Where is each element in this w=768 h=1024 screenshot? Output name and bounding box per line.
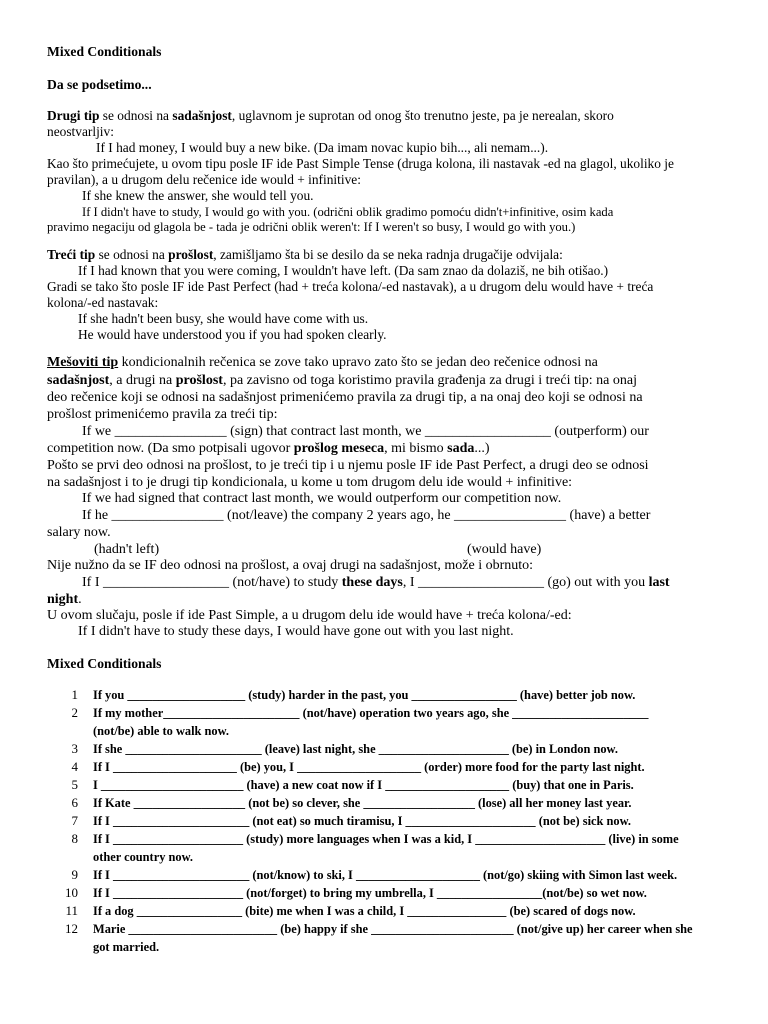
text: If I __________________ (not/have) to study [82,575,342,590]
third-type-intro [47,247,563,263]
exercise-number: 6 [71,795,78,810]
mixed-type-intro [47,355,598,371]
keyword: night [47,592,79,607]
exercise-number: 4 [71,759,78,774]
exercise-number: 5 [71,777,78,792]
keyword-past: prošlost [168,247,214,262]
third-type-explain-2: kolona/-ed nastavak: [47,295,159,310]
exercise-item-cont: other country now. [93,850,193,864]
mixed-answer-1: If we had signed that contract last month, we would outperform our competition now. [82,491,562,506]
mixed-example-3 [82,575,670,591]
exercise-number: 10 [65,885,78,900]
text: competition now. (Da smo potpisali ugovor [47,441,294,456]
text: se odnosi na [95,247,169,262]
second-type-example-1: If I had money, I would buy a new bike. (Da imam novac kupio bih..., ali nemam...). [96,140,549,155]
keyword-present: sadašnjost [172,108,232,123]
text: . [78,592,82,607]
exercise-item-cont: (not/be) able to walk now. [93,724,229,738]
exercise-item: Marie ________________________ (be) happy if she _______________________ (not/give up) her career when she [93,922,693,936]
mixed-type-label: Mešoviti tip [47,355,119,370]
text: , pa zavisno od toga koristimo pravila građenja za drugi i treći tip: na onaj [222,373,637,388]
text: , I __________________ (go) out with you [402,575,649,590]
text: kondicionalnih rečenica se zove tako upravo zato što se jedan deo rečenice odnosi na [118,355,598,370]
second-type-intro [47,108,614,124]
mixed-example-3-cont [47,592,82,608]
mixed-explain-2: na sadašnjost i to je drugi tip kondicionala, u kome u tom drugom delu ide would + infinitive: [47,475,573,490]
exercise-item: I _______________________ (have) a new coat now if I ____________________ (buy) that one in Paris. [93,778,634,792]
mixed-answer-2: If I didn't have to study these days, I would have gone out with you last night. [78,624,514,639]
mixed-example-2: If he ________________ (not/leave) the company 2 years ago, he ________________ (have) a better [82,508,651,523]
third-type-label: Treći tip [47,247,96,262]
exercise-item: If I ______________________ (not eat) so much tiramisu, I _____________________ (not be) sick now. [93,814,631,828]
exercise-item: If I ______________________ (not/know) to ski, I ____________________ (not/go) skiing with Simon last week. [93,868,678,882]
exercise-item-cont: got married. [93,940,160,954]
exercise-number: 12 [65,921,78,936]
second-type-label: Drugi tip [47,108,100,123]
text: se odnosi na [99,108,173,123]
mixed-reverse-note: Nije nužno da se IF deo odnosi na prošlost, a ovaj drugi na sadašnjost, može i obrnuto: [47,558,534,573]
exercise-item: If I _____________________ (study) more languages when I was a kid, I _____________________ (live) in some [93,832,679,846]
second-type-intro-cont: neostvarljiv: [47,124,114,139]
mixed-example-2-cont: salary now. [47,525,111,540]
keyword: sada [447,441,475,456]
mixed-type-intro-2 [47,373,637,389]
text: , zamišljamo šta bi se desilo da se neka radnja drugačije odvijala: [213,247,563,262]
exercise-number: 3 [71,741,78,756]
third-type-explain-1: Gradi se tako što posle IF ide Past Perfect (had + treća kolona/-ed nastavak), a u drugom delu would have + treća [47,279,654,294]
second-type-example-2: If she knew the answer, she would tell you. [82,188,314,203]
exercise-item: If my mother______________________ (not/have) operation two years ago, she ______________________ [93,706,649,720]
mixed-example-1-cont [47,441,490,457]
keyword: prošlog meseca [293,441,385,456]
exercise-number: 11 [65,903,78,918]
keyword-past: prošlost [175,373,223,388]
mixed-type-intro-3: deo rečenice koji se odnosi na sadašnjost primenićemo pravila za drugi tip, a na onaj deo koji se odnosi na [47,390,643,405]
second-type-explain-2: pravilan), a u drugom delu rečenice ide would + infinitive: [47,172,361,187]
text: , a drugi na [109,373,176,388]
keyword-present: sadašnjost [47,373,110,388]
exercise-item: If you ___________________ (study) harder in the past, you _________________ (have) better job now. [93,688,636,702]
exercise-number: 7 [71,813,78,828]
keyword: last [648,575,670,590]
mixed-type-intro-4: prošlost primenićemo pravila za treći tip: [47,407,278,422]
third-type-example-3: He would have understood you if you had spoken clearly. [78,327,387,342]
second-type-example-3: If I didn't have to study, I would go with you. (odrični oblik gradimo pomoću didn't+infinitive, osim kada [82,205,614,219]
reminder-heading: Da se podsetimo... [47,77,152,92]
exercise-item: If Kate __________________ (not be) so clever, she __________________ (lose) all her money last year. [93,796,632,810]
third-type-example-2: If she hadn't been busy, she would have come with us. [78,311,369,326]
text: , uglavnom je suprotan od onog što trenutno jeste, pa je nerealan, skoro [231,108,614,123]
hint-hadnt-left: (hadn't left) [94,542,160,557]
exercise-item: If a dog _________________ (bite) me when I was a child, I ________________ (be) scared of dogs now. [93,904,636,918]
hint-would-have: (would have) [467,542,542,557]
exercise-heading: Mixed Conditionals [47,656,162,671]
mixed-reverse-explain: U ovom slučaju, posle if ide Past Simple, a u drugom delu ide would have + treća kolona/-ed: [47,608,572,623]
exercise-number: 9 [71,867,78,882]
mixed-example-1: If we ________________ (sign) that contract last month, we __________________ (outperform) our [82,424,649,439]
exercise-number: 1 [71,687,78,702]
text: , mi bismo [384,441,448,456]
exercise-item: If I _____________________ (not/forget) to bring my umbrella, I _________________(not/be) so wet now. [93,886,647,900]
second-type-explain-1: Kao što primećujete, u ovom tipu posle IF ide Past Simple Tense (druga kolona, ili nastavak -ed na glagol, ukoliko je [47,156,674,171]
third-type-example-1: If I had known that you were coming, I wouldn't have left. (Da sam znao da dolaziš, ne bih otišao.) [78,263,609,278]
text: ...) [474,441,490,456]
exercise-number: 8 [71,831,78,846]
exercise-item: If I ____________________ (be) you, I ____________________ (order) more food for the party last night. [93,760,645,774]
exercise-item: If she ______________________ (leave) last night, she _____________________ (be) in London now. [93,742,618,756]
page-title: Mixed Conditionals [47,44,162,59]
second-type-example-3-cont: pravimo negaciju od glagola be - tada je odrični oblik weren't: If I weren't so busy, I would go with you.) [47,220,576,234]
keyword: these days [341,575,403,590]
exercise-number: 2 [71,705,78,720]
mixed-explain-1: Pošto se prvi deo odnosi na prošlost, to je treći tip i u njemu posle IF ide Past Perfect, a drugi deo se odnosi [47,458,649,473]
